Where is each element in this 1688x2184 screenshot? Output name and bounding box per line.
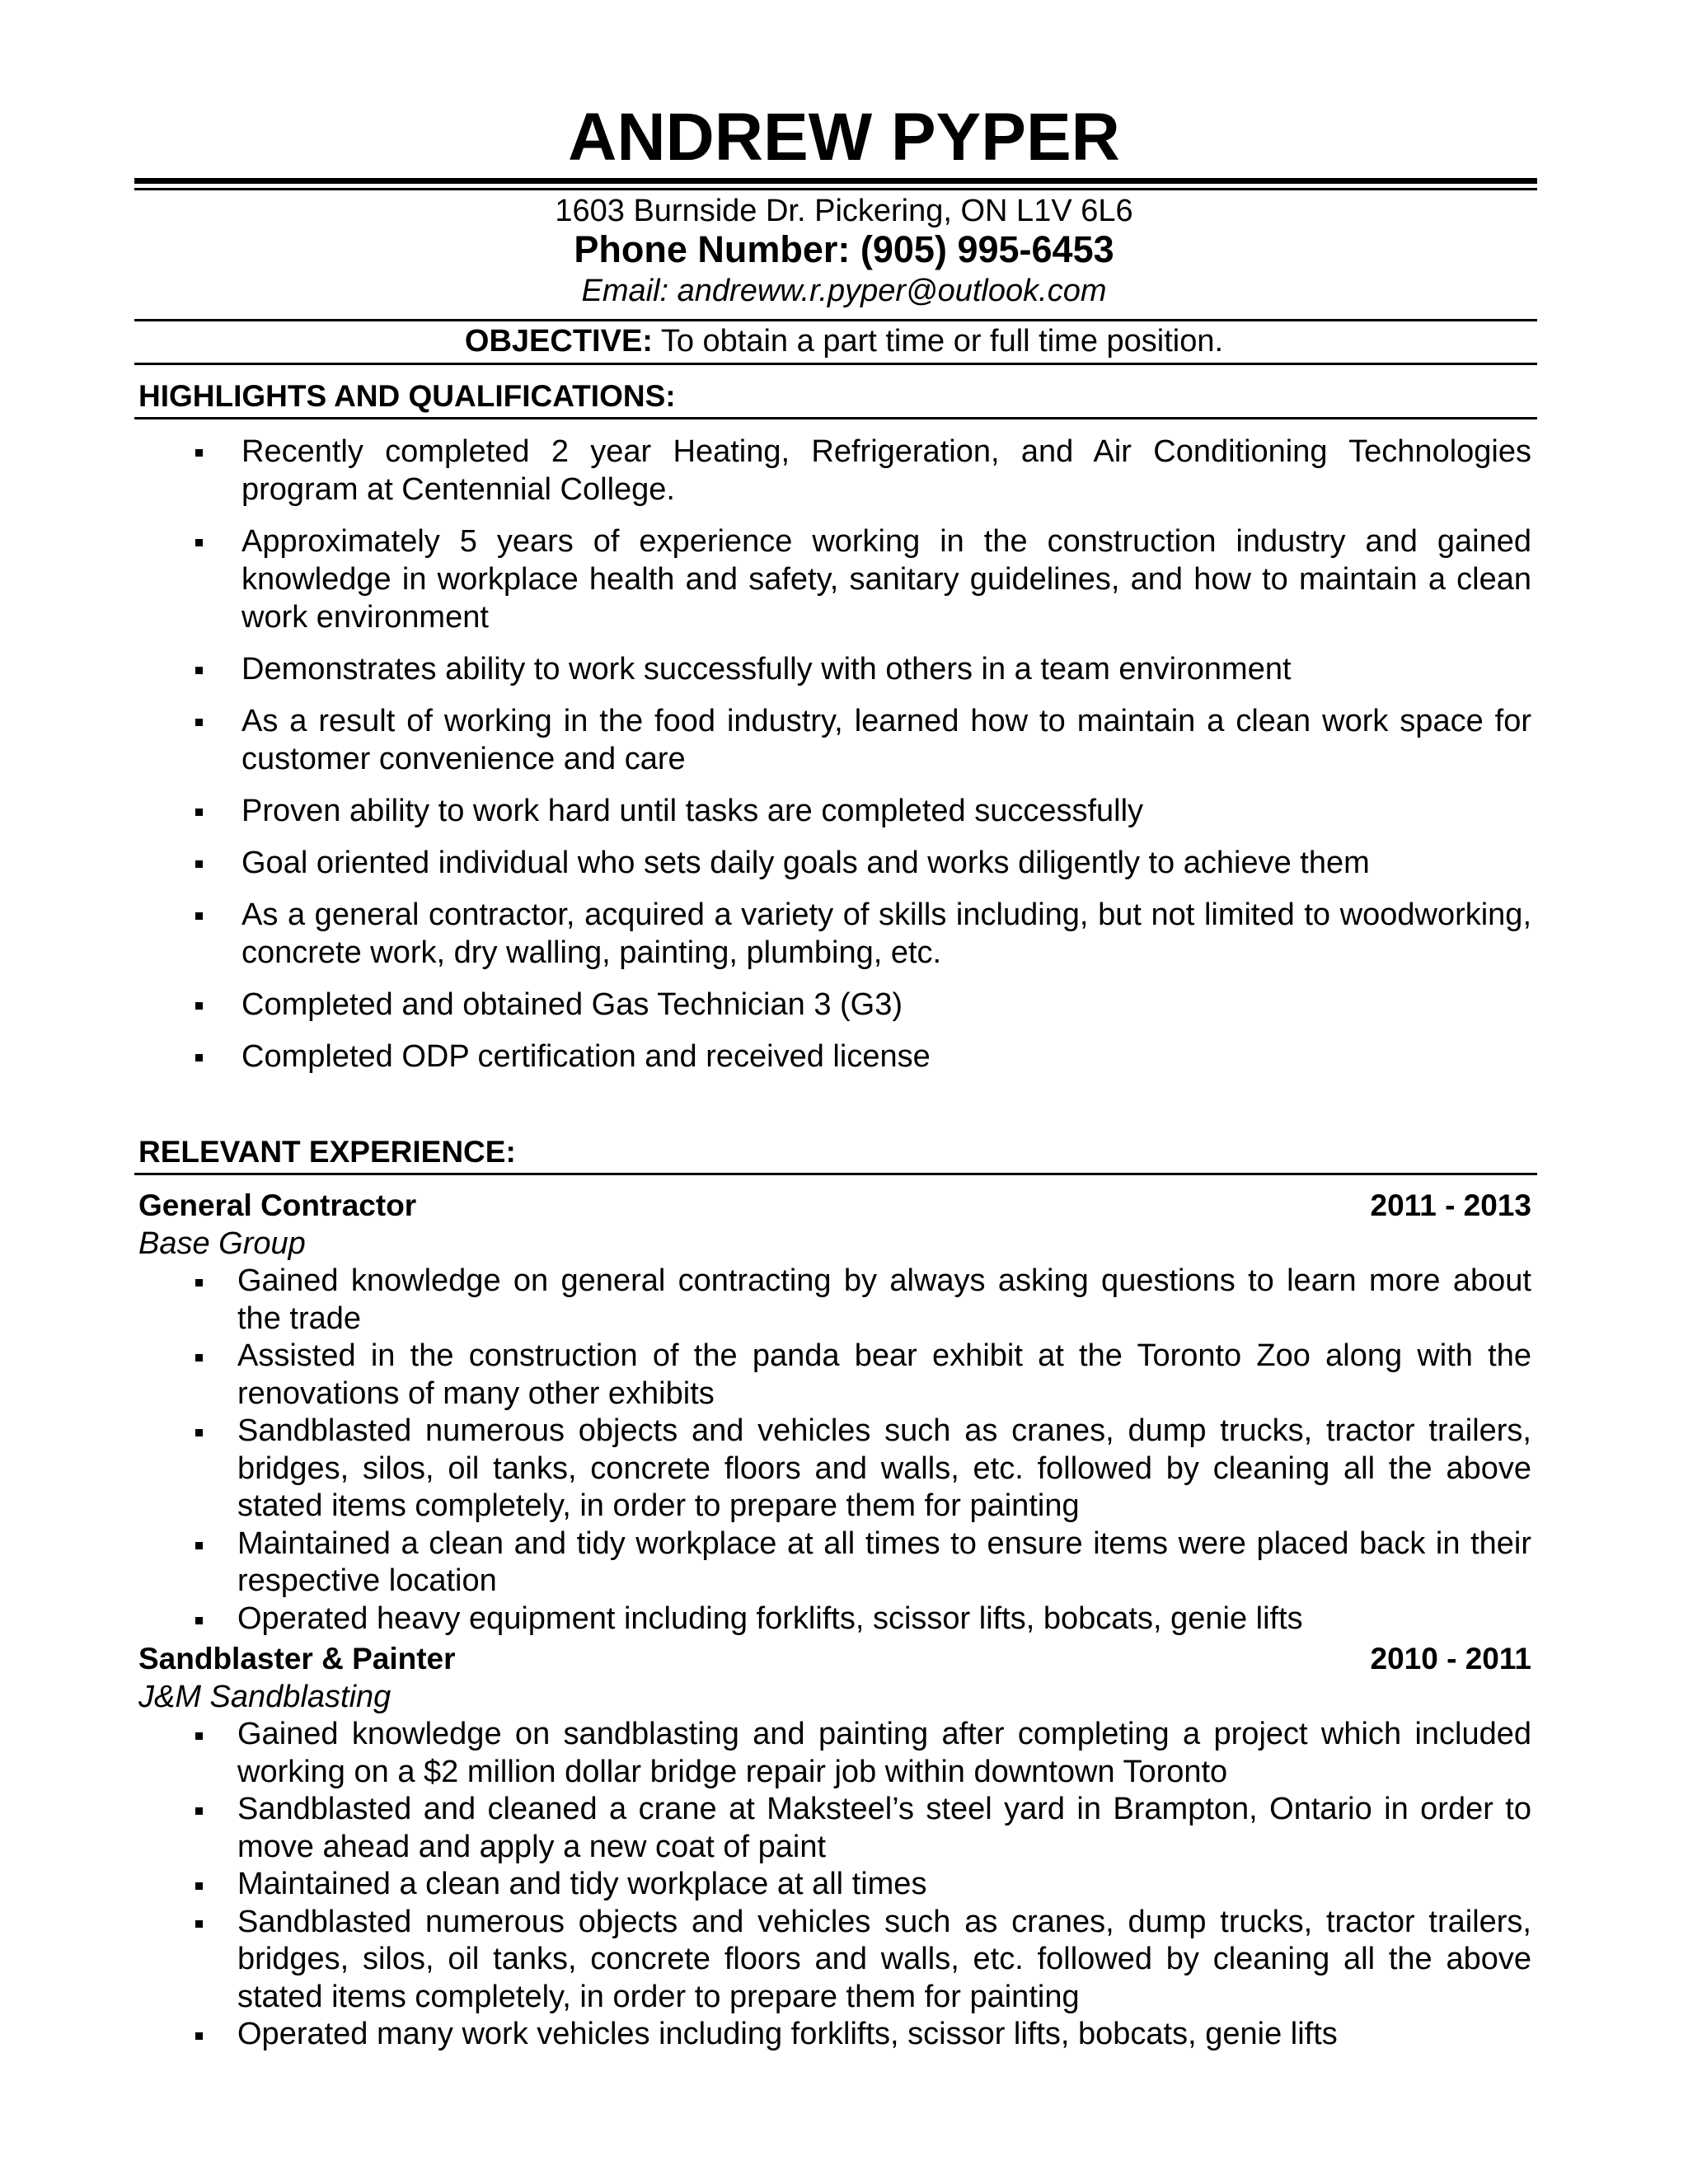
objective-line: [0, 321, 1688, 361]
list-item: Sandblasted and cleaned a crane at Maksteel’s steel yard in Brampton, Ontario in order to move ahead and apply a new coat of paint: [138, 1791, 1531, 1866]
list-item: Sandblasted numerous objects and vehicles such as cranes, dump trucks, tractor trailers, bridges, silos, oil tanks, concrete floors and walls, etc. followed by cleaning all the above stated items completely, in order to prepare them for painting: [138, 1904, 1531, 2017]
company-name: Base Group: [138, 1226, 306, 1261]
list-item: Sandblasted numerous objects and vehicles such as cranes, dump trucks, tractor trailers, bridges, silos, oil tanks, concrete floors and walls, etc. followed by cleaning all the above stated items completely, in order to prepare them for painting: [138, 1413, 1531, 1526]
list-item: Completed and obtained Gas Technician 3 (G3): [138, 986, 1531, 1024]
list-item: Operated many work vehicles including forklifts, scissor lifts, bobcats, genie lifts: [138, 2016, 1531, 2054]
list-item: Operated heavy equipment including forklifts, scissor lifts, bobcats, genie lifts: [138, 1601, 1531, 1638]
objective-text: To obtain a part time or full time position.: [652, 324, 1224, 359]
job-title-row: [138, 1187, 1531, 1225]
email-address: Email: andreww.r.pyper@outlook.com: [581, 274, 1107, 308]
list-item: Recently completed 2 year Heating, Refrigeration, and Air Conditioning Technologies program at Centennial College.: [138, 433, 1531, 509]
job-title-row: [138, 1640, 1531, 1678]
candidate-name: ANDREW PYPER: [568, 100, 1120, 175]
list-item: Gained knowledge on general contracting by always asking questions to learn more about the trade: [138, 1263, 1531, 1338]
list-item: Goal oriented individual who sets daily goals and works diligently to achieve them: [138, 844, 1531, 882]
phone-number: Phone Number: (905) 995-6453: [574, 228, 1114, 270]
list-item: Demonstrates ability to work successfully with others in a team environment: [138, 650, 1531, 688]
objective-label: OBJECTIVE:: [464, 324, 653, 359]
highlights-heading-rule: [134, 417, 1537, 419]
experience-heading-rule: [134, 1173, 1537, 1175]
list-item: Completed ODP certification and received license: [138, 1038, 1531, 1076]
header-rule-thick: [134, 178, 1537, 184]
experience-heading: RELEVANT EXPERIENCE:: [138, 1135, 516, 1169]
list-item: Approximately 5 years of experience working in the construction industry and gained knowledge in workplace health and safety, sanitary guidelines, and how to maintain a clean work environment: [138, 523, 1531, 636]
list-item: Proven ability to work hard until tasks are completed successfully: [138, 792, 1531, 830]
list-item: As a general contractor, acquired a variety of skills including, but not limited to woodworking, concrete work, dry walling, painting, plumbing, etc.: [138, 896, 1531, 972]
highlights-heading: HIGHLIGHTS AND QUALIFICATIONS:: [138, 379, 676, 413]
list-item: Maintained a clean and tidy workplace at all times: [138, 1866, 1531, 1904]
job-years: 2011 - 2013: [1370, 1188, 1531, 1222]
divider-below-objective: [134, 363, 1537, 365]
company-name: J&M Sandblasting: [138, 1680, 392, 1714]
list-item: Maintained a clean and tidy workplace at all times to ensure items were placed back in their respective location: [138, 1526, 1531, 1601]
job-title: General Contractor: [138, 1188, 417, 1222]
job-duties-list: [138, 1716, 1531, 2054]
address: 1603 Burnside Dr. Pickering, ON L1V 6L6: [555, 194, 1133, 228]
list-item: Gained knowledge on sandblasting and painting after completing a project which included working on a $2 million dollar bridge repair job within downtown Toronto: [138, 1716, 1531, 1791]
list-item: Assisted in the construction of the panda bear exhibit at the Toronto Zoo along with the renovations of many other exhibits: [138, 1338, 1531, 1413]
header-rule-thin: [134, 188, 1537, 190]
list-item: As a result of working in the food industry, learned how to maintain a clean work space for customer convenience and care: [138, 702, 1531, 778]
job-duties-list: [138, 1263, 1531, 1638]
job-years: 2010 - 2011: [1370, 1642, 1531, 1675]
job-title: Sandblaster & Painter: [138, 1642, 456, 1675]
highlights-list: [138, 433, 1531, 1090]
